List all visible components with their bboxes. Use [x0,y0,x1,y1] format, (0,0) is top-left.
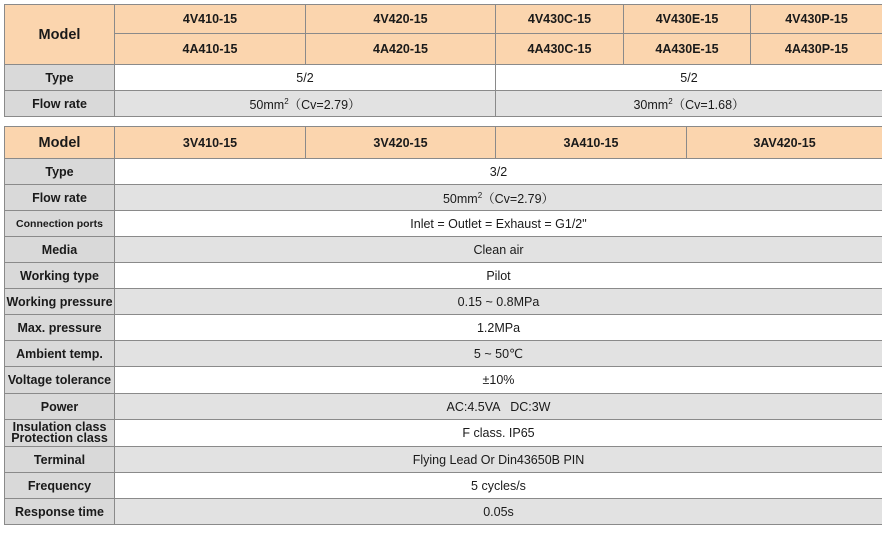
model-4a430e: 4A430E-15 [624,34,751,65]
model-4a430c: 4A430C-15 [496,34,624,65]
power-value: AC:4.5VA DC:3W [115,394,882,420]
working-type-label: Working type [5,263,115,289]
table-gap [5,117,882,127]
model-label-2: Model [5,127,115,159]
working-type-value: Pilot [115,263,882,289]
spec-sheet [4,4,882,525]
connection-ports-label: Connection ports [5,211,115,237]
voltage-tolerance-label: Voltage tolerance [5,367,115,394]
model-4a410: 4A410-15 [115,34,306,65]
model-4v430c: 4V430C-15 [496,5,624,34]
insulation-protection-value: F class. IP65 [115,420,882,447]
ambient-temp-label: Ambient temp. [5,341,115,367]
working-pressure-value: 0.15 ~ 0.8MPa [115,289,882,315]
media-value: Clean air [115,237,882,263]
frequency-label: Frequency [5,473,115,499]
ambient-temp-value: 5 ~ 50℃ [115,341,882,367]
protection-class-label: Protection class [11,431,108,445]
model-4v430p: 4V430P-15 [751,5,882,34]
model-4v430e: 4V430E-15 [624,5,751,34]
power-label: Power [5,394,115,420]
response-time-value: 0.05s [115,499,882,525]
type-value-left: 5/2 [115,65,496,91]
insulation-class-label: Insulation class [12,420,107,434]
type-value-right: 5/2 [496,65,882,91]
type-label: Type [5,65,115,91]
terminal-value: Flying Lead Or Din43650B PIN [115,447,882,473]
voltage-tolerance-value: ±10% [115,367,882,394]
flow-rate-value-2: $50mm^2(Cv=2.79)$ [115,185,882,211]
working-pressure-label: Working pressure [5,289,115,315]
model-3v420: 3V420-15 [306,127,496,159]
flow-rate-value-left: $50mm^2(Cv=2.79)$ [115,91,496,117]
flow-rate-label-2: Flow rate [5,185,115,211]
type-value-2: 3/2 [115,159,882,185]
type-label-2: Type [5,159,115,185]
insulation-protection-label [5,420,115,447]
model-4v410: 4V410-15 [115,5,306,34]
model-4v420: 4V420-15 [306,5,496,34]
terminal-label: Terminal [5,447,115,473]
media-label: Media [5,237,115,263]
flow-rate-value-right: $30mm^2(Cv=1.68)$ [496,91,882,117]
model-label: Model [5,5,115,65]
model-3a410: 3A410-15 [496,127,687,159]
max-pressure-label: Max. pressure [5,315,115,341]
model-3av420: 3AV420-15 [687,127,882,159]
response-time-label: Response time [5,499,115,525]
connection-ports-value: Inlet = Outlet = Exhaust = G1/2" [115,211,882,237]
model-4a420: 4A420-15 [306,34,496,65]
flow-rate-label: Flow rate [5,91,115,117]
model-4a430p: 4A430P-15 [751,34,882,65]
frequency-value: 5 cycles/s [115,473,882,499]
model-3v410: 3V410-15 [115,127,306,159]
max-pressure-value: 1.2MPa [115,315,882,341]
spec-table [4,4,882,525]
